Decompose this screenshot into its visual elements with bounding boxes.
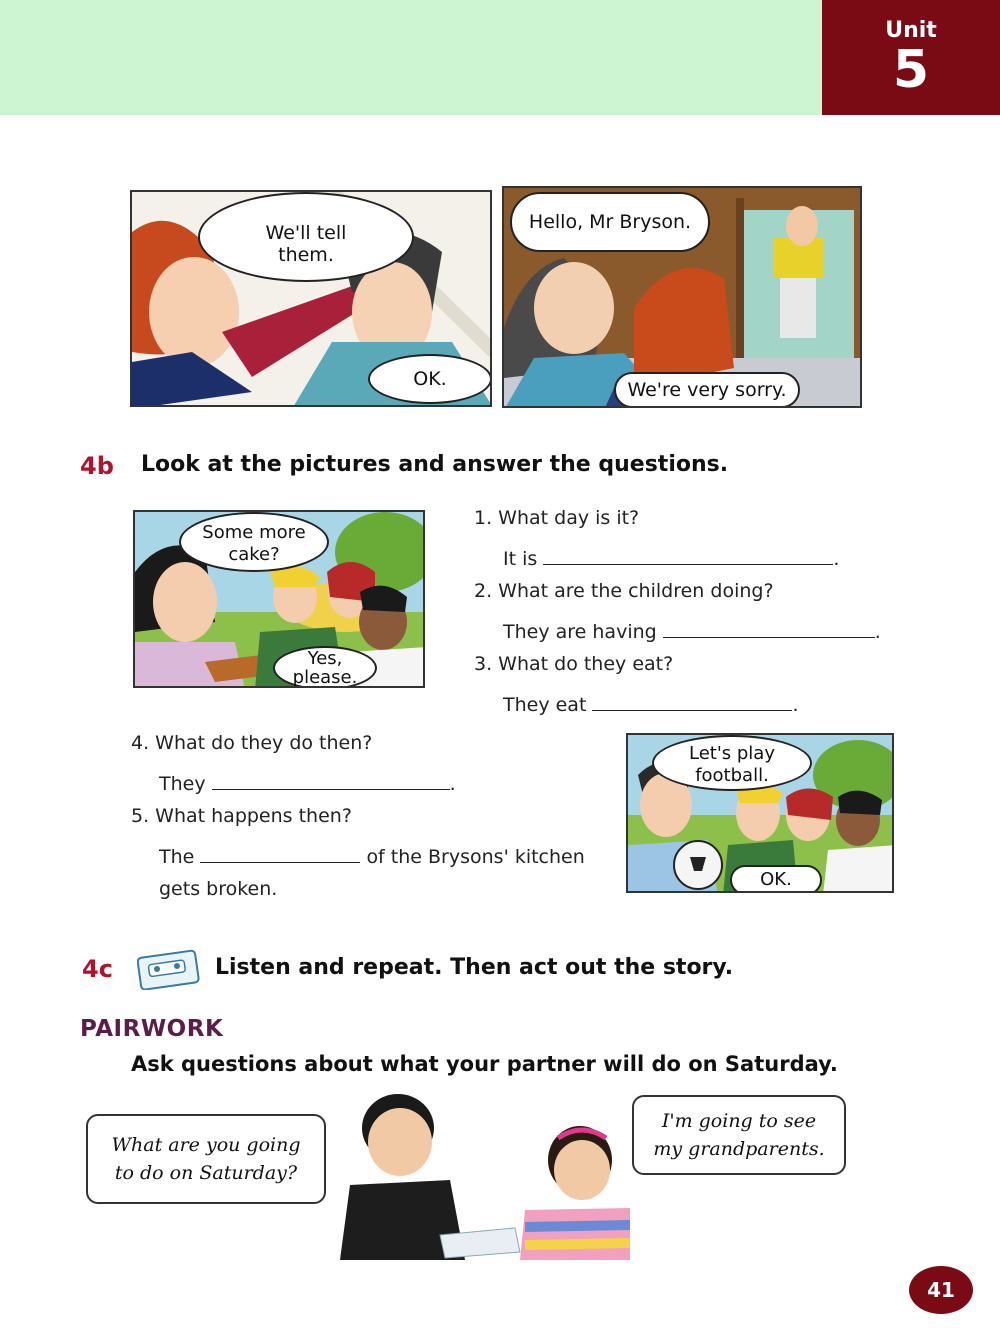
- question-2: 2. What are the children doing?: [474, 580, 774, 602]
- answer-3-end: .: [792, 694, 799, 716]
- question-5: 5. What happens then?: [131, 805, 352, 827]
- speech-bubble-hello: Hello, Mr Bryson.: [510, 192, 710, 252]
- answer-5-start: The: [159, 846, 195, 868]
- page-number: 41: [909, 1266, 973, 1314]
- question-4: 4. What do they do then?: [131, 732, 373, 754]
- speech-bubble-football: Let's play football.: [652, 735, 812, 791]
- answer-line-3: [503, 690, 799, 716]
- speech-bubble-boy: What are you going to do on Saturday?: [86, 1114, 326, 1204]
- pairwork-instruction: Ask questions about what your partner will do on Saturday.: [131, 1052, 838, 1076]
- answer-1-start: It is: [503, 548, 538, 570]
- comic-panel-4: [626, 733, 894, 893]
- comic-panel-3: [133, 510, 425, 688]
- speech-bubble-ok-2: OK.: [730, 865, 822, 893]
- speech-bubble-girl: I'm going to see my grandparents.: [632, 1095, 846, 1175]
- question-1: 1. What day is it?: [474, 507, 640, 529]
- speech-bubble-yes: Yes, please.: [273, 646, 377, 688]
- answer-line-2: [503, 617, 881, 643]
- unit-tab: [822, 0, 1000, 115]
- header-band: [0, 0, 822, 115]
- cassette-icon: [137, 948, 201, 990]
- comic-panel-1: [130, 190, 492, 407]
- speech-bubble-sorry: We're very sorry.: [614, 372, 800, 408]
- answer-3-blank[interactable]: [592, 690, 792, 711]
- section-4c-title: Listen and repeat. Then act out the story.: [215, 955, 734, 980]
- speech-bubble-ok-1: OK.: [368, 354, 492, 404]
- comic-panel-2: [502, 186, 862, 408]
- section-4b-title: Look at the pictures and answer the questions.: [141, 452, 729, 477]
- answer-4-blank[interactable]: [212, 769, 450, 790]
- speech-bubble-tell: We'll tell them.: [198, 192, 414, 282]
- unit-label: Unit: [885, 18, 937, 43]
- answer-4-start: They: [159, 773, 206, 795]
- answer-line-4: [159, 769, 456, 795]
- pairwork-title: PAIRWORK: [80, 1016, 224, 1042]
- section-4b-number: 4b: [80, 452, 114, 480]
- question-3: 3. What do they eat?: [474, 653, 674, 675]
- answer-5-blank[interactable]: [200, 842, 360, 863]
- unit-number: 5: [892, 40, 930, 100]
- answer-5-line2: gets broken.: [159, 878, 278, 900]
- answer-2-start: They are having: [503, 621, 657, 643]
- answer-2-end: .: [874, 621, 881, 643]
- answer-3-start: They eat: [503, 694, 587, 716]
- answer-line-1: [503, 544, 839, 570]
- children-photo: [330, 1090, 630, 1270]
- section-4c-number: 4c: [82, 955, 113, 983]
- answer-line-5: [159, 842, 585, 868]
- answer-1-blank[interactable]: [543, 544, 833, 565]
- speech-bubble-cake: Some more cake?: [179, 512, 329, 572]
- answer-1-end: .: [833, 548, 840, 570]
- answer-5-end: of the Brysons' kitchen: [366, 846, 585, 868]
- answer-2-blank[interactable]: [663, 617, 875, 638]
- answer-4-end: .: [449, 773, 456, 795]
